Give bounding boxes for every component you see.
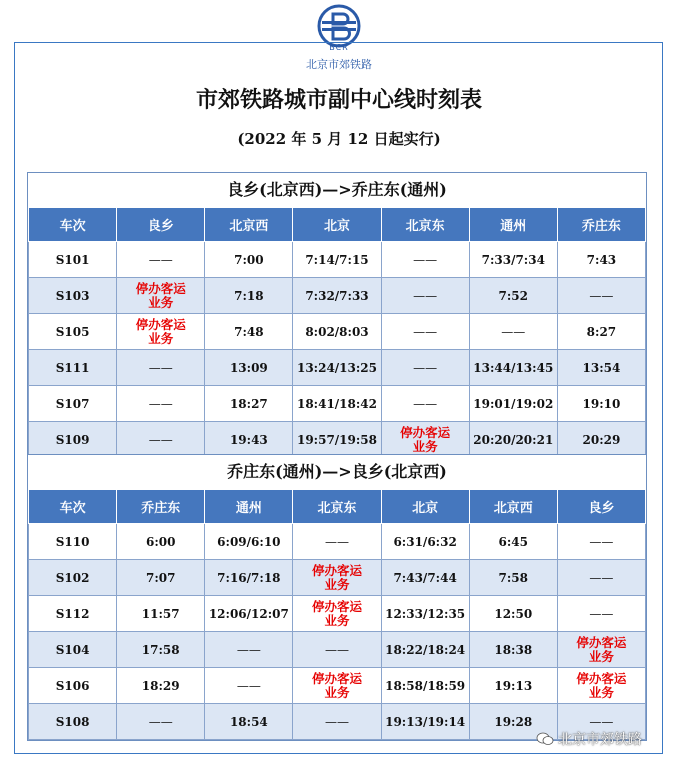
train-number-cell: S109 [29, 422, 117, 458]
time-cell: 18:29 [117, 668, 205, 704]
time-cell: —— [117, 242, 205, 278]
train-number-cell: S110 [29, 524, 117, 560]
column-header: 良乡 [557, 490, 645, 524]
time-cell: —— [557, 704, 645, 740]
time-cell: 8:02/8:03 [293, 314, 381, 350]
time-cell: 7:43/7:44 [381, 560, 469, 596]
time-cell: —— [557, 278, 645, 314]
time-cell: 8:27 [557, 314, 645, 350]
time-cell: 19:57/19:58 [293, 422, 381, 458]
time-cell: —— [293, 632, 381, 668]
time-cell: 18:22/18:24 [381, 632, 469, 668]
time-cell: 19:01/19:02 [469, 386, 557, 422]
page-title: 市郊铁路城市副中心线时刻表 [195, 88, 482, 113]
table-row [29, 596, 646, 632]
time-cell: —— [205, 668, 293, 704]
time-cell: 20:20/20:21 [469, 422, 557, 458]
time-cell: 停办客运 业务 [557, 668, 645, 704]
column-header: 北京西 [469, 490, 557, 524]
table-row [29, 524, 646, 560]
time-cell: —— [557, 596, 645, 632]
time-cell: 17:58 [117, 632, 205, 668]
time-cell: 7:18 [205, 278, 293, 314]
column-header: 乔庄东 [557, 208, 645, 242]
effective-date: (2022 年 5 月 12 日起实行) [237, 130, 441, 148]
column-header: 北京东 [381, 208, 469, 242]
section-heading: 乔庄东(通州)—>良乡(北京西) [28, 455, 646, 489]
time-cell: 12:33/12:35 [381, 596, 469, 632]
table-row [29, 278, 646, 314]
train-number-cell: S112 [29, 596, 117, 632]
column-header: 良乡 [117, 208, 205, 242]
time-cell: 13:09 [205, 350, 293, 386]
column-header: 通州 [469, 208, 557, 242]
column-header: 北京 [293, 208, 381, 242]
time-cell: 18:41/18:42 [293, 386, 381, 422]
time-cell: —— [557, 524, 645, 560]
section-heading: 良乡(北京西)—>乔庄东(通州) [28, 173, 646, 207]
train-number-cell: S107 [29, 386, 117, 422]
time-cell: —— [557, 560, 645, 596]
time-cell: 7:33/7:34 [469, 242, 557, 278]
train-number-cell: S108 [29, 704, 117, 740]
time-cell: 6:09/6:10 [205, 524, 293, 560]
time-cell: 7:58 [469, 560, 557, 596]
watermark-text: 北京市郊铁路 [558, 732, 642, 748]
time-cell: 19:13/19:14 [381, 704, 469, 740]
table-row [29, 350, 646, 386]
table-row [29, 422, 646, 458]
time-cell: —— [117, 386, 205, 422]
time-cell: 18:54 [205, 704, 293, 740]
time-cell: —— [117, 350, 205, 386]
train-number-cell: S101 [29, 242, 117, 278]
column-header: 乔庄东 [117, 490, 205, 524]
section-eastbound-to-westbound [27, 454, 647, 741]
time-cell: —— [293, 524, 381, 560]
time-cell: 停办客运 业务 [557, 632, 645, 668]
train-number-cell: S106 [29, 668, 117, 704]
time-cell: —— [381, 350, 469, 386]
column-header: 北京东 [293, 490, 381, 524]
time-cell: 7:32/7:33 [293, 278, 381, 314]
time-cell: 11:57 [117, 596, 205, 632]
time-cell: 7:00 [205, 242, 293, 278]
time-cell: 19:28 [469, 704, 557, 740]
time-cell: —— [117, 704, 205, 740]
time-cell: 停办客运 业务 [293, 668, 381, 704]
time-cell: 13:44/13:45 [469, 350, 557, 386]
timetable-table [28, 207, 646, 458]
time-cell: 13:54 [557, 350, 645, 386]
column-header: 车次 [29, 208, 117, 242]
time-cell: 7:48 [205, 314, 293, 350]
time-cell: 7:07 [117, 560, 205, 596]
time-cell: —— [117, 422, 205, 458]
time-cell: 18:27 [205, 386, 293, 422]
time-cell: —— [293, 704, 381, 740]
time-cell: 停办客运 业务 [117, 314, 205, 350]
table-row [29, 314, 646, 350]
time-cell: 7:16/7:18 [205, 560, 293, 596]
wechat-icon [536, 732, 554, 746]
column-header: 车次 [29, 490, 117, 524]
table-row [29, 242, 646, 278]
logo-letters: BCR [329, 43, 349, 52]
section-westbound-to-eastbound [27, 172, 647, 459]
timetable-table [28, 489, 646, 740]
train-number-cell: S102 [29, 560, 117, 596]
time-cell: 12:06/12:07 [205, 596, 293, 632]
time-cell: 停办客运 业务 [381, 422, 469, 458]
time-cell: —— [205, 632, 293, 668]
logo-org-name: 北京市郊铁路 [289, 56, 389, 72]
time-cell: 12:50 [469, 596, 557, 632]
time-cell: —— [381, 386, 469, 422]
time-cell: 19:13 [469, 668, 557, 704]
table-row [29, 386, 646, 422]
train-number-cell: S103 [29, 278, 117, 314]
time-cell: 7:43 [557, 242, 645, 278]
train-number-cell: S111 [29, 350, 117, 386]
time-cell: 18:58/18:59 [381, 668, 469, 704]
time-cell: —— [381, 278, 469, 314]
train-number-cell: S105 [29, 314, 117, 350]
time-cell: —— [381, 242, 469, 278]
time-cell: —— [381, 314, 469, 350]
column-header: 通州 [205, 490, 293, 524]
time-cell: 13:24/13:25 [293, 350, 381, 386]
time-cell: 6:00 [117, 524, 205, 560]
time-cell: 停办客运 业务 [293, 596, 381, 632]
time-cell: 停办客运 业务 [117, 278, 205, 314]
time-cell: —— [469, 314, 557, 350]
watermark [536, 728, 666, 750]
time-cell: 18:38 [469, 632, 557, 668]
table-row [29, 668, 646, 704]
column-header: 北京西 [205, 208, 293, 242]
time-cell: 7:52 [469, 278, 557, 314]
time-cell: 停办客运 业务 [293, 560, 381, 596]
table-row [29, 560, 646, 596]
time-cell: 20:29 [557, 422, 645, 458]
time-cell: 19:10 [557, 386, 645, 422]
column-header: 北京 [381, 490, 469, 524]
time-cell: 7:14/7:15 [293, 242, 381, 278]
time-cell: 6:45 [469, 524, 557, 560]
time-cell: 19:43 [205, 422, 293, 458]
table-row [29, 632, 646, 668]
train-number-cell: S104 [29, 632, 117, 668]
time-cell: 6:31/6:32 [381, 524, 469, 560]
